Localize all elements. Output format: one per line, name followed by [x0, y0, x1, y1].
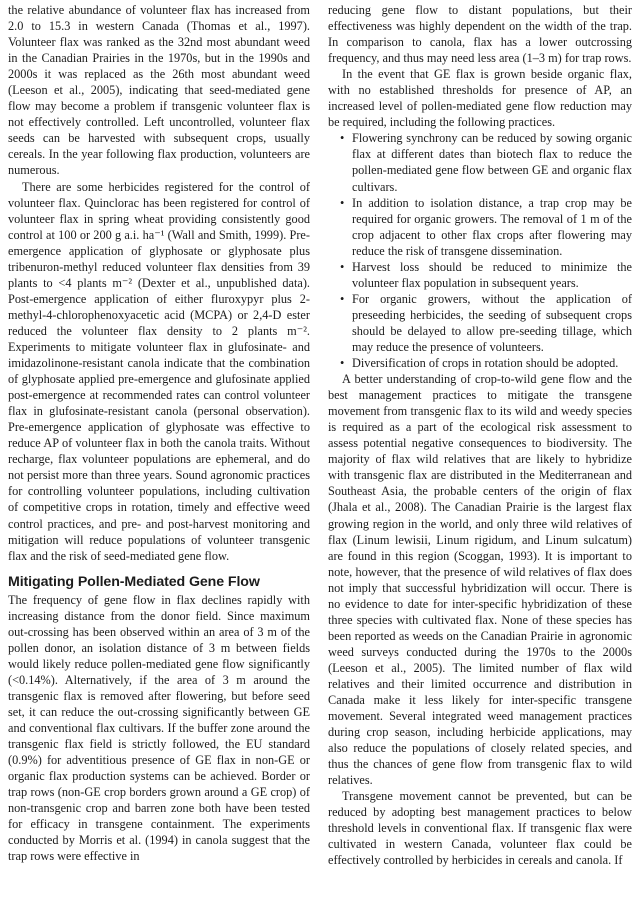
list-item: • In addition to isolation distance, a trap crop may be required for organic growers. The removal of 1 m of the crop adjacent to other flax crops after flowering may reduce the risk of transgene dissemination. [352, 195, 632, 259]
right-column [328, 2, 632, 869]
paragraph-transgene-movement: Transgene movement cannot be prevented, but can be reduced by adopting best management practices to below threshold levels in conventional flax. If transgenic flax were cultivated in western Canada, volunteer flax could be effectively controlled by herbicides in cereals and canola. If [328, 789, 632, 868]
list-item: • For organic growers, without the application of preseeding herbicides, the seeding of subsequent crops should be delayed to allow pre-seeding tillage, which may reduce the presence of volunteers. [352, 291, 632, 355]
paragraph-trap-rows: reducing gene flow to distant populations, but their effectiveness was highly dependent on the width of the trap. In comparison to canola, flax has a lower outcrossing frequency, and thus may need less area (1–3 m) for trap rows. [328, 3, 632, 66]
list-item: • Flowering synchrony can be reduced by sowing organic flax at different dates than biotech flax to reduce the pollen-mediated gene flow between GE and organic flax cultivars. [352, 130, 632, 194]
paragraph-pollen-gene-flow: The frequency of gene flow in flax declines rapidly with increasing distance from the donor field. Since maximum out-crossing has been observed within an area of 3 m of the pollen donor, an isolation distance of 3 m between fields would likely reduce pollen-mediated gene flow significantly (<0.14%). Alternatively, if the area of 3 m around the transgenic flax is removed after flowering, but before seed set, it can reduce the out-crossing significantly between GE and conventional flax cultivars. If the buffer zone around the transgenic flax field is strictly followed, the EU standard (0.9%) for adventitious presence of GE flax in non-GE or organic flax production systems can be achieved. Border or trap rows (non-GE crop borders grown around a GE crop) of non-transgenic crop and barren zone both have been tested for efficacy in transgene containment. The experiments conducted by Morris et al. (1994) in canola suggest that the trap rows were effective in [8, 592, 310, 864]
paragraph-organic-flax: In the event that GE flax is grown beside organic flax, with no established thresholds for presence of AP, an increased level of pollen-mediated gene flow reduction may be required, including the following practices. [328, 67, 632, 130]
paragraph-volunteer-abundance: the relative abundance of volunteer flax has increased from 2.0 to 15.3 in western Canada (Thomas et al., 1997). Volunteer flax was ranked as the 32nd most abundant weed in the Canadian Prairies in the 1970s, but in the 1990s and 2000s it was replaced as the 26th most abundant weed (Leeson et al., 2005), indicating that seed-mediated gene flow may become a problem if transgenic volunteer flax is not effectively controlled. Left uncontrolled, volunteer flax seeds can be harvested with subsequent crops, usually cereals. In the year following flax production, volunteers are numerous. [8, 3, 310, 178]
section-heading: Mitigating Pollen-Mediated Gene Flow [8, 573, 260, 590]
paragraph-wild-relatives: A better understanding of crop-to-wild gene flow and the best management practices to mitigate the transgene movement from transgenic flax to its wild and weedy species is required as a part of the ecological risk assessment to assess potential negative consequences to biodiversity. The majority of flax wild relatives that are likely to hybridize with transgenic flax are distributed in the Mediterranean and Southeast Asia, the probable centers of the origin of flax (Jhala et al., 2008). The Canadian Prairie is the largest flax growing region in the world, and only three wild relatives of flax (Linum lewisii, Linum rigidum, and Linum sulcatum) are found in this region (Scoggan, 1993). It is important to note, however, that the presence of wild relatives of flax does not imply that successful hybridization will occur. There is no evidence to date for inter-specific hybridization of these three species with cultivated flax. None of these species has been reported as weeds on the Canadian Prairie in agronomic weed surveys conducted during the 1970s to the 2000s (Leeson et al., 2005). The limited number of flax wild relatives and their limited occurrence and distribution in Canada make it less likely for inter-specific transgene movement. Several integrated weed management practices during crop season, including herbicide applications, may also reduce the populations of closely related species, and thus the chances of gene flow from transgenic flax to wild relatives. [328, 372, 632, 788]
practices-list [328, 130, 632, 371]
list-item: • Harvest loss should be reduced to minimize the volunteer flax population in subsequent years. [352, 259, 632, 291]
list-item: • Diversification of crops in rotation should be adopted. [352, 355, 632, 371]
left-column [8, 2, 310, 864]
paragraph-herbicide-control: There are some herbicides registered for the control of volunteer flax. Quinclorac has been registered for control of volunteer flax in spring wheat providing consistently good control at 100 or 200 g a.i. ha⁻¹ (Wall and Smith, 1999). Pre-emergence application of glyphosate or glyphosate plus tribenuron-methyl reduced volunteer flax densities from 39 plants to <4 plants m⁻² (Dexter et al., unpublished data). Post-emergence application of either fluroxypyr plus 2-methyl-4-chlorophenoxyacetic acid (MCPA) or 2,4-D ester reduced the volunteer flax density to 2 plants m⁻². Experiments to mitigate volunteer flax in glufosinate- and imidazolinone-resistant canola indicate that the combination of glyphosate applied pre-emergence and glufosinate applied post-emergence at recommended rates can control volunteer flax in glufosinate-resistant canola (personal observation). Pre-emergence application of glyphosate was effective to reduce AP of volunteer flax in both the canola traits. Without recharge, flax volunteer populations are ephemeral, and do not persist more than three years. Sound agronomic practices for controlling volunteer populations, including cultivation of competitive crops in rotation, timely and effective weed control practices, and pre- and post-harvest monitoring and mitigation will reduce populations of volunteer transgenic flax and the risk of seed-mediated gene flow. [8, 179, 310, 563]
